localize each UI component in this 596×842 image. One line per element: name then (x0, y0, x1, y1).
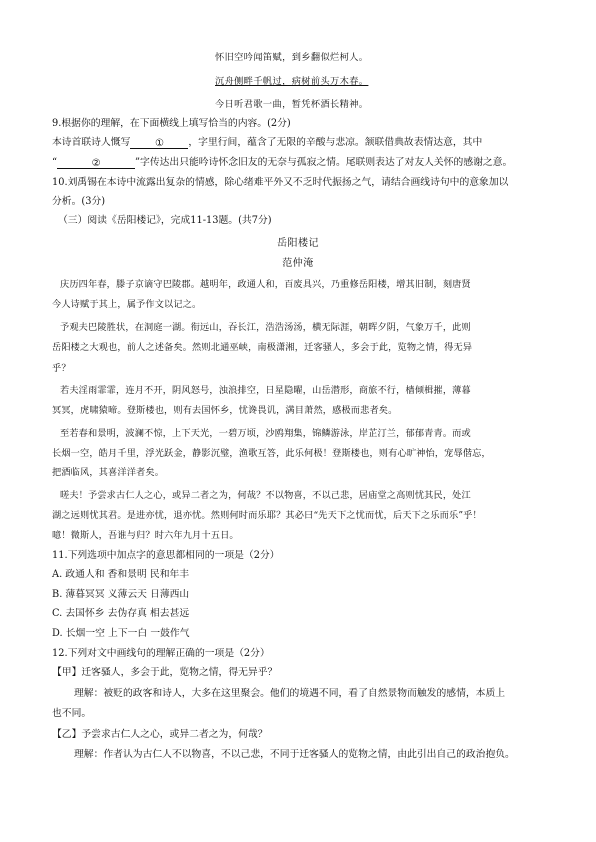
jia-sentence: 迁客骚人，多会于此，览物之情，得无异乎？ (81, 667, 278, 678)
poem-line-3: 今日听君歌一曲，暂凭杯酒长精神。 (215, 99, 369, 110)
passage-line: 嗟夫！予尝求古仁人之心，或异二者之为，何哉？不以物喜，不以己悲，居庙堂之高则忧其民，处江 (60, 490, 471, 501)
question-12-stem: 12.下列对文中画线句的理解正确的一项是（2分） (52, 648, 270, 659)
passage-line: 乎？ (52, 363, 71, 374)
answer-blank-1[interactable] (130, 138, 188, 149)
passage-author: 范仲淹 (282, 258, 314, 269)
passage-line: 把酒临风，其喜洋洋者矣。 (52, 467, 165, 478)
passage-line: 长烟一空，皓月千里，浮光跃金，静影沉璧，渔歌互答，此乐何极！登斯楼也，则有心旷神怡，宠辱偕忘， (52, 448, 491, 459)
passage-line: 予观夫巴陵胜状，在洞庭一湖。衔远山，吞长江，浩浩汤汤，横无际涯，朝晖夕阴，气象万千，此则 (60, 322, 471, 333)
q9-text-b: ，字里行间，蕴含了无限的辛酸与悲凉。颔联借典故表情达意，其中 (188, 137, 483, 148)
yi-understanding: 理解：作者认为古仁人不以物喜，不以己悲，不同于迁客骚人的览物之情，由此引出自己的政治抱负。 (74, 749, 515, 760)
passage-line: 湖之远则忧其君。是进亦忧，退亦忧。然则何时而乐耶？其必曰“先天下之忧而忧，后天下之乐而乐”乎！ (52, 510, 482, 521)
passage-title: 岳阳楼记 (277, 238, 319, 249)
question-11-option-b[interactable]: B. 薄暮冥冥 义薄云天 日薄西山 (52, 589, 190, 600)
q9-quote-open: “ (52, 157, 58, 168)
poem-line-1: 怀旧空吟闻笛赋，到乡翻似烂柯人。 (215, 52, 369, 63)
question-11-option-a[interactable]: A. 政通人和 香和景明 民和年丰 (52, 569, 190, 580)
q9-text-a: 本诗首联诗人慨写 (52, 137, 131, 148)
poem-line-2 (215, 76, 368, 88)
question-10-line-2: 分析。(3分) (52, 196, 106, 207)
question-12-yi (52, 729, 268, 741)
passage-line: 庆历四年春，滕子京谪守巴陵郡。越明年，政通人和，百废具兴，乃重修岳阳楼，增其旧制，刻唐贤 (60, 279, 471, 290)
question-9-stem: 9.根据你的理解，在下面横线上填写恰当的内容。(2分) (52, 118, 291, 129)
passage-line: 岳阳楼之大观也，前人之述备矣。然则北通巫峡，南极潇湘，迁客骚人，多会于此，览物之情，得无异 (52, 342, 473, 353)
answer-blank-2[interactable] (57, 158, 135, 169)
yi-label: 【乙】 (52, 729, 82, 740)
question-9-line-1 (52, 137, 482, 149)
passage-line: 冥冥，虎啸猿啼。登斯楼也，则有去国怀乡，忧谗畏讥，满目萧然，感极而悲者矣。 (52, 405, 398, 416)
question-11-option-c[interactable]: C. 去国怀乡 去伪存真 相去甚远 (52, 608, 190, 619)
blank-1-marker: ① (154, 138, 164, 149)
section-3-heading: （三）阅读《岳阳楼记》，完成11-13题。(共7分) (58, 215, 272, 226)
question-9-line-2 (52, 157, 512, 169)
yi-sentence: 予尝求古仁人之心，或异二者之为，何哉？ (81, 729, 268, 740)
passage-line: 至若春和景明，波澜不惊，上下天光，一碧万顷，沙鸥翔集，锦鳞游泳，岸芷汀兰，郁郁青青。而或 (60, 428, 471, 439)
jia-understanding-line-2: 也不同。 (52, 708, 92, 719)
jia-understanding-line-1: 理解：被贬的政客和诗人，大多在这里聚会。他们的境遇不同，看了自然景物而触发的感情，本质上 (74, 688, 506, 699)
jia-label: 【甲】 (52, 667, 82, 678)
question-11-option-d[interactable]: D. 长烟一空 上下一白 一鼓作气 (52, 628, 190, 639)
blank-2-marker: ② (91, 158, 101, 169)
passage-line: 噫！微斯人，吾谁与归？时六年九月十五日。 (52, 530, 239, 541)
question-11-stem: 11.下列选项中加点字的意思都相同的一项是（2分） (52, 550, 280, 561)
passage-line: 若夫淫雨霏霏，连月不开，阴风怒号，浊浪排空，日星隐曜，山岳潜形，商旅不行，樯倾楫摧，薄暮 (60, 385, 471, 396)
passage-line: 今人诗赋于其上，属予作文以记之。 (52, 299, 202, 310)
question-10-line-1: 10.刘禹锡在本诗中流露出复杂的情感，除心绪难平外又不乏时代振扬之气，请结合画线诗句中的意象加以 (52, 177, 509, 188)
q9-text-c: ”字传达出只能吟诗怀念旧友的无奈与孤寂之情。尾联则表达了对友人关怀的感谢之意。 (135, 157, 513, 168)
question-12-jia (52, 667, 277, 679)
underlined-poem-text: 沉舟侧畔千帆过，病树前头万木春。 (215, 76, 369, 87)
